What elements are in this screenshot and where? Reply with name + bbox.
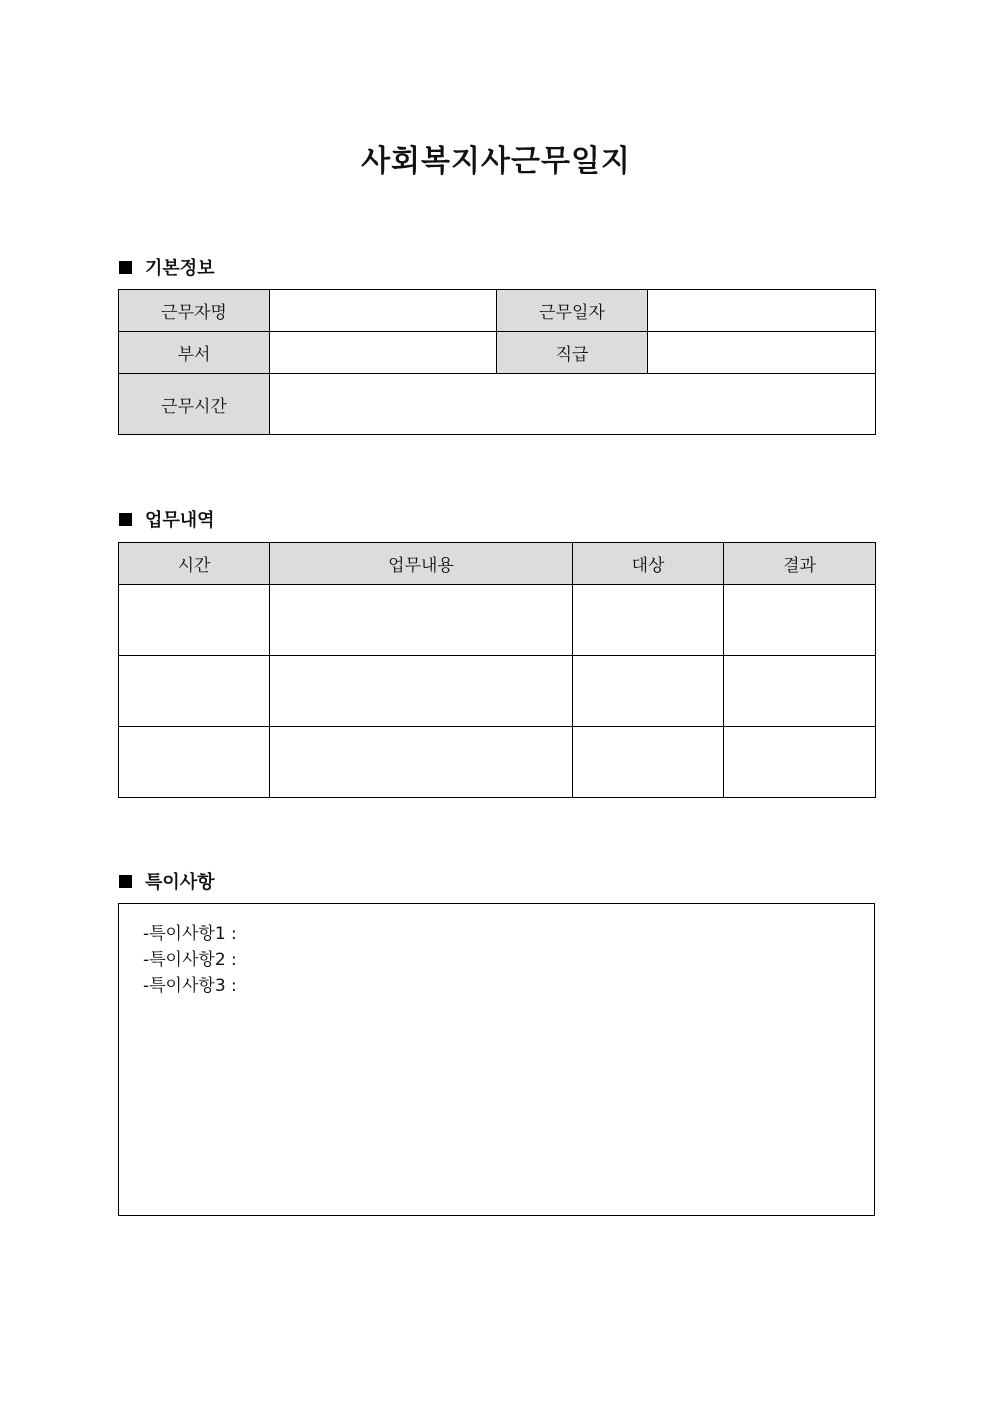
section-heading-basic-info <box>119 254 215 280</box>
work-date-field[interactable] <box>648 290 876 332</box>
work-details-table <box>118 542 876 798</box>
result-cell[interactable] <box>724 656 876 727</box>
notes-box[interactable] <box>118 903 875 1216</box>
department-label: 부서 <box>119 332 270 374</box>
work-date-label: 근무일자 <box>497 290 648 332</box>
time-cell[interactable] <box>119 585 270 656</box>
result-cell[interactable] <box>724 727 876 798</box>
table-row <box>119 332 876 374</box>
table-row <box>119 290 876 332</box>
note-item: -특이사항1 : <box>143 924 237 944</box>
square-bullet-icon <box>119 875 132 888</box>
content-cell[interactable] <box>270 727 573 798</box>
column-header-content: 업무내용 <box>270 543 573 585</box>
section-heading-notes <box>119 868 215 894</box>
worker-name-field[interactable] <box>270 290 497 332</box>
note-item: -특이사항2 : <box>143 950 237 970</box>
column-header-time: 시간 <box>119 543 270 585</box>
square-bullet-icon <box>119 261 132 274</box>
basic-info-table <box>118 289 876 435</box>
target-cell[interactable] <box>573 727 724 798</box>
column-header-result: 결과 <box>724 543 876 585</box>
work-hours-field[interactable] <box>270 374 876 435</box>
table-row <box>119 374 876 435</box>
table-row <box>119 585 876 656</box>
time-cell[interactable] <box>119 727 270 798</box>
content-cell[interactable] <box>270 585 573 656</box>
notes-list <box>119 904 874 999</box>
time-cell[interactable] <box>119 656 270 727</box>
section-heading-label: 업무내역 <box>145 510 215 531</box>
result-cell[interactable] <box>724 585 876 656</box>
section-heading-label: 특이사항 <box>145 872 215 893</box>
page-title: 사회복지사근무일지 <box>361 144 631 179</box>
worker-name-label: 근무자명 <box>119 290 270 332</box>
table-header-row <box>119 543 876 585</box>
position-label: 직급 <box>497 332 648 374</box>
section-heading-work-details <box>119 506 215 532</box>
department-field[interactable] <box>270 332 497 374</box>
target-cell[interactable] <box>573 585 724 656</box>
work-hours-label: 근무시간 <box>119 374 270 435</box>
target-cell[interactable] <box>573 656 724 727</box>
position-field[interactable] <box>648 332 876 374</box>
table-row <box>119 656 876 727</box>
table-row <box>119 727 876 798</box>
column-header-target: 대상 <box>573 543 724 585</box>
note-item: -특이사항3 : <box>143 976 237 996</box>
square-bullet-icon <box>119 513 132 526</box>
content-cell[interactable] <box>270 656 573 727</box>
section-heading-label: 기본정보 <box>145 258 215 279</box>
